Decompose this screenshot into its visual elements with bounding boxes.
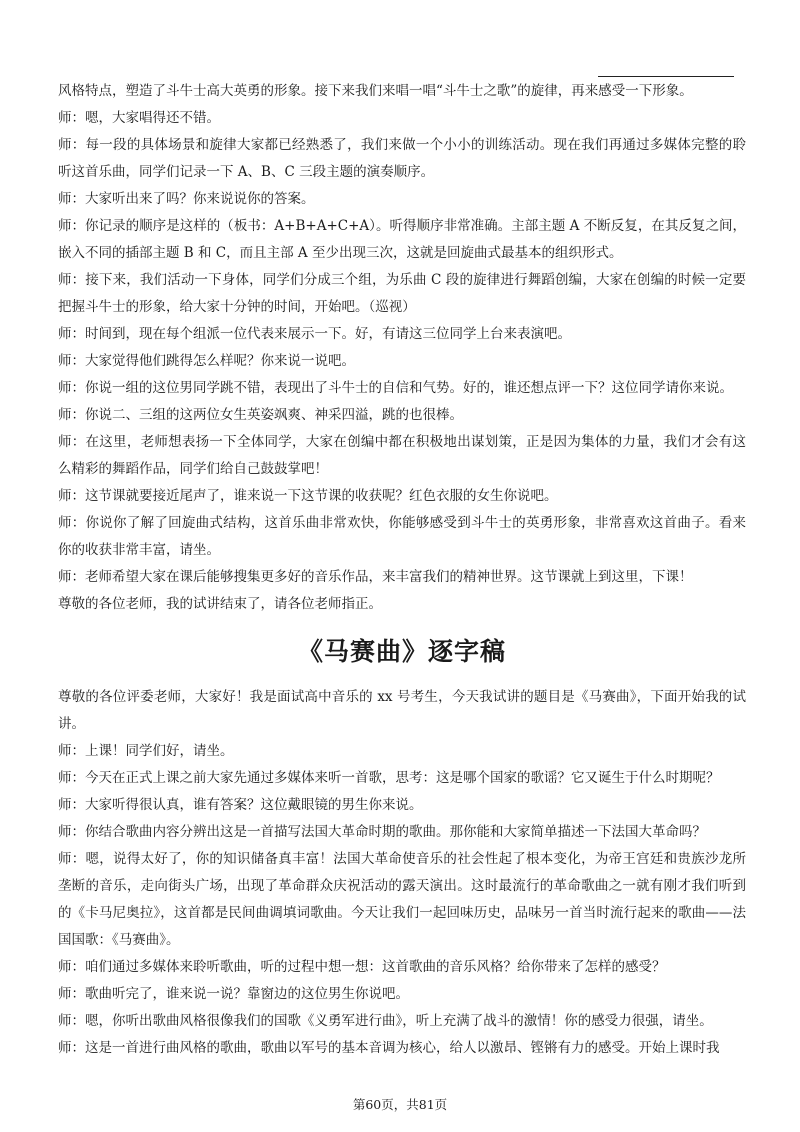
marseillaise-transcript	[58, 684, 746, 1062]
paragraph: 师：你说一组的这位男同学跳不错，表现出了斗牛士的自信和气势。好的，谁还想点评一下？这位同学请你来说。	[58, 380, 733, 396]
paragraph: 尊敬的各位评委老师，大家好！我是面试高中音乐的 xx 号考生，今天我试讲的题目是《马赛曲》，下面开始我的试讲。	[58, 689, 746, 732]
paragraph: 师：大家听得很认真，谁有答案？这位戴眼镜的男生你来说。	[58, 797, 423, 813]
paragraph: 师：今天在正式上课之前大家先通过多媒体来听一首歌，思考：这是哪个国家的歌谣？它又诞生于什么时期呢？	[58, 770, 720, 786]
page-number-footer: 第60页，共81页	[352, 1097, 448, 1112]
paragraph: 师：你记录的顺序是这样的（板书：A+B+A+C+A）。听得顺序非常准确。主部主题 A 不断反复，在其反复之间，嵌入不同的插部主题 B 和 C，而且主部 A 至少出现三次，这就是回旋曲式最基本的组织形式。	[58, 218, 746, 261]
paragraph: 尊敬的各位老师，我的试讲结束了，请各位老师指正。	[58, 596, 382, 612]
paragraph: 师：每一段的具体场景和旋律大家都已经熟悉了，我们来做一个小小的训练活动。现在我们再通过多媒体完整的聆听这首乐曲，同学们记录一下 A、B、C 三段主题的演奏顺序。	[58, 137, 746, 180]
paragraph: 师：你说二、三组的这两位女生英姿飒爽、神采四溢，跳的也很棒。	[58, 407, 463, 423]
paragraph: 师：在这里，老师想表扬一下全体同学，大家在创编中都在积极地出谋划策，正是因为集体的力量，我们才会有这么精彩的舞蹈作品，同学们给自己鼓鼓掌吧！	[58, 434, 746, 477]
top-underline-rule	[598, 76, 734, 77]
section-title: 《马赛曲》逐字稿	[297, 637, 506, 666]
paragraph: 师：歌曲听完了，谁来说一说？靠窗边的这位男生你说吧。	[58, 986, 409, 1002]
paragraph: 风格特点，塑造了斗牛士高大英勇的形象。接下来我们来唱一唱“斗牛士之歌”的旋律，再来感受一下形象。	[58, 83, 693, 99]
paragraph: 师：大家听出来了吗？你来说说你的答案。	[58, 191, 315, 207]
paragraph: 师：嗯，你听出歌曲风格很像我们的国歌《义勇军进行曲》，听上充满了战斗的激情！你的感受力很强，请坐。	[58, 1013, 713, 1029]
paragraph: 师：咱们通过多媒体来聆听歌曲，听的过程中想一想：这首歌曲的音乐风格？给你带来了怎样的感受？	[58, 959, 666, 975]
paragraph: 师：嗯，大家唱得还不错。	[58, 110, 220, 126]
paragraph: 师：大家觉得他们跳得怎么样呢？你来说一说吧。	[58, 353, 355, 369]
lesson-transcript-continued	[58, 78, 746, 618]
paragraph: 师：你说你了解了回旋曲式结构，这首乐曲非常欢快，你能够感受到斗牛士的英勇形象，非常喜欢这首曲子。看来你的收获非常丰富，请坐。	[58, 515, 746, 558]
paragraph: 师：这节课就要接近尾声了，谁来说一下这节课的收获呢？红色衣服的女生你说吧。	[58, 488, 558, 504]
paragraph: 师：老师希望大家在课后能够搜集更多好的音乐作品，来丰富我们的精神世界。这节课就上到这里，下课！	[58, 569, 693, 585]
paragraph: 师：接下来，我们活动一下身体，同学们分成三个组，为乐曲 C 段的旋律进行舞蹈创编，大家在创编的时候一定要把握斗牛士的形象，给大家十分钟的时间，开始吧。（巡视）	[58, 272, 746, 315]
document-body	[58, 78, 746, 1062]
paragraph: 师：你结合歌曲内容分辨出这是一首描写法国大革命时期的歌曲。那你能和大家简单描述一下法国大革命吗？	[58, 824, 706, 840]
paragraph: 师：时间到，现在每个组派一位代表来展示一下。好，有请这三位同学上台来表演吧。	[58, 326, 571, 342]
paragraph: 师：上课！同学们好，请坐。	[58, 743, 234, 759]
paragraph: 师：嗯，说得太好了，你的知识储备真丰富！法国大革命使音乐的社会性起了根本变化，为帝王宫廷和贵族沙龙所垄断的音乐，走向街头广场，出现了革命群众庆祝活动的露天演出。这时最流行的革命歌曲之一就有刚才我们听到的《卡马尼奥拉》，这首都是民间曲调填词歌曲。今天让我们一起回味历史，品味另一首当时流行起来的歌曲——法国国歌：《马赛曲》。	[58, 851, 746, 948]
paragraph: 师：这是一首进行曲风格的歌曲，歌曲以军号的基本音调为核心，给人以激昂、铿锵有力的感受。开始上课时我	[58, 1040, 720, 1056]
